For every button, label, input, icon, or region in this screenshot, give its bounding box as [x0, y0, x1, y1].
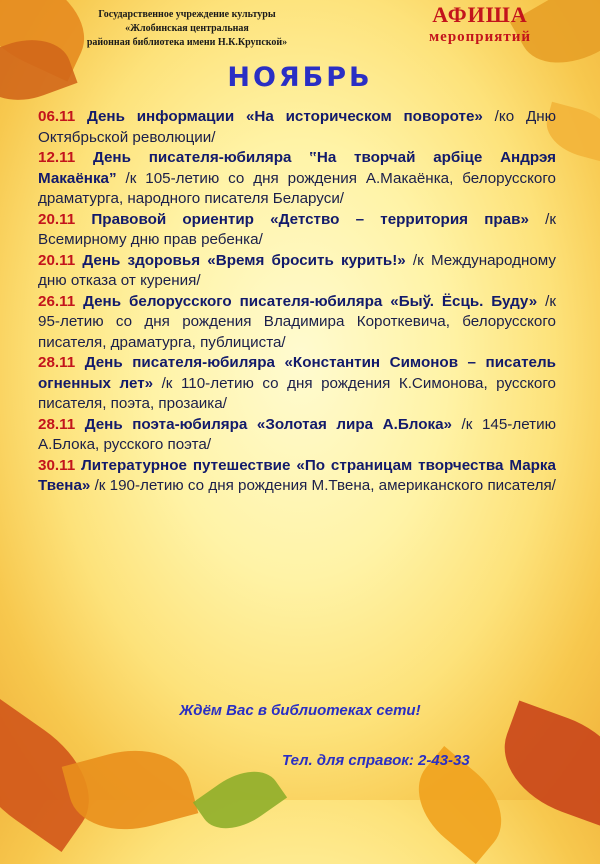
event-date: 20.11 [38, 210, 76, 228]
autumn-leaf-decoration [489, 700, 600, 829]
event-title: Правовой ориентир «Детство – территория прав» [91, 210, 529, 228]
invitation-text: Ждём Вас в библиотеках сети! [179, 702, 421, 719]
event-item [38, 251, 556, 292]
event-date: 20.11 [38, 251, 76, 269]
event-item [38, 107, 556, 148]
event-description: /к 105-летию со дня рождения А.Макаёнка, белорусского драматурга, народного писателя Беларуси/ [38, 169, 556, 207]
event-title: День белорусского писателя-юбиляра «Быў. Ёсць. Буду» [83, 292, 538, 310]
event-item [38, 148, 556, 210]
month-title: НОЯБРЬ [227, 62, 373, 93]
event-date: 28.11 [38, 415, 76, 433]
org-line: Государственное учреждение культуры [98, 9, 276, 20]
event-description: /к 110-летию со дня рождения К.Симонова, русского писателя, поэта, прозаика/ [38, 374, 556, 412]
organization-name [22, 8, 352, 50]
event-item [38, 456, 556, 497]
event-date: 12.11 [38, 149, 76, 166]
afisha-title: АФИША [432, 2, 528, 27]
events-list [38, 107, 556, 497]
event-title: День здоровья «Время бросить курить!» [82, 251, 406, 269]
event-description: /к 95-летию со дня рождения Владимира Короткевича, белорусского писателя, драматурга, публициста/ [38, 292, 556, 351]
event-title: Литературное путешествие «По страницам творчества Марка Твена» [38, 456, 556, 494]
event-item [38, 415, 556, 456]
autumn-leaf-decoration [193, 757, 287, 844]
event-description: /ко Дню Октябрьской революции/ [38, 108, 557, 146]
autumn-leaf-decoration [62, 736, 199, 844]
event-description: /к Всемирному дню прав ребенка/ [38, 210, 556, 248]
event-date: 30.11 [38, 456, 76, 474]
afisha-subtitle: мероприятий [428, 29, 532, 45]
event-description: /к 145-летию А.Блока, русского поэта/ [38, 415, 556, 453]
event-title: День писателя-юбиляра ‟На творчай арбіце Андрэя Макаёнка” [38, 149, 556, 187]
afisha-heading [380, 2, 580, 46]
event-description: /к 190-летию со дня рождения М.Твена, американского писателя/ [90, 477, 556, 494]
event-item [38, 353, 556, 415]
event-date: 28.11 [38, 354, 76, 371]
phone-info: Тел. для справок: 2-43-33 [282, 752, 470, 769]
event-title: День информации «На историческом повороте» [86, 108, 483, 125]
event-date: 06.11 [38, 108, 76, 125]
event-title: День писателя-юбиляра «Константин Симонов – писатель огненных лет» [38, 354, 556, 392]
event-item [38, 292, 556, 354]
event-description: /к Международному дню отказа от курения/ [38, 251, 556, 289]
org-line: «Жлобинская центральная [125, 23, 249, 34]
event-item [38, 210, 556, 251]
org-line: районная библиотека имени Н.К.Крупской» [86, 37, 288, 48]
event-date: 26.11 [38, 292, 76, 310]
event-title: День поэта-юбиляра «Золотая лира А.Блока» [84, 415, 452, 433]
